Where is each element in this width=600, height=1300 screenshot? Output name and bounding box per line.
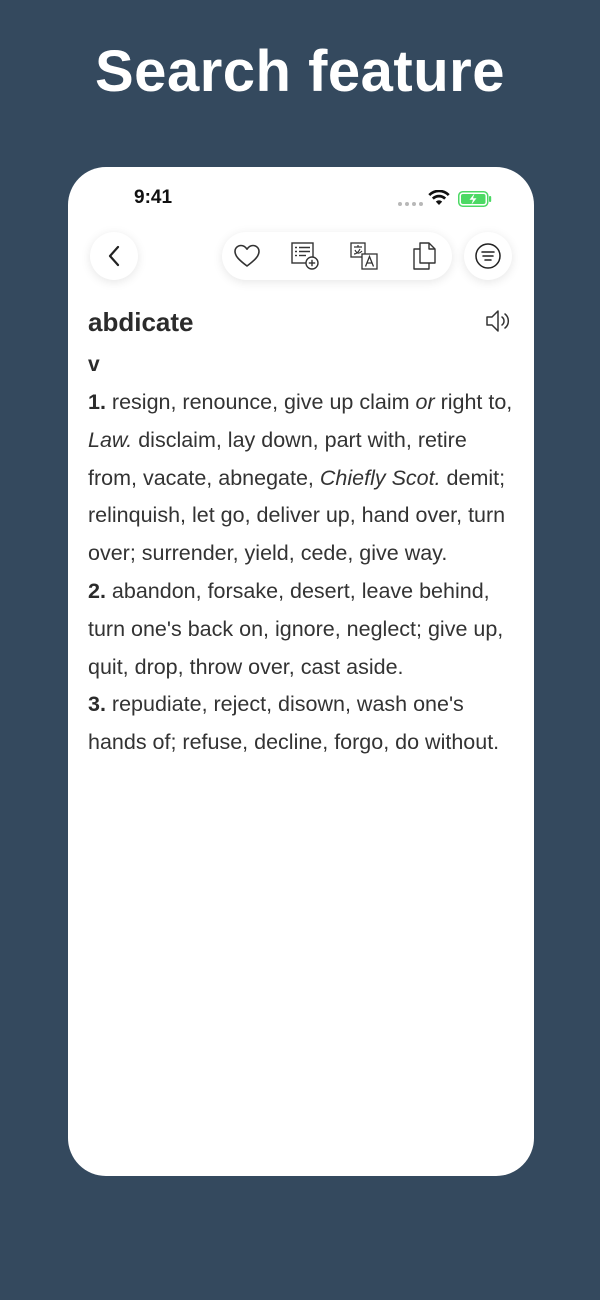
add-to-list-icon	[290, 241, 320, 271]
status-bar	[68, 167, 534, 227]
synonym-text: resign, renounce, give up claim	[111, 390, 416, 414]
wifi-icon	[428, 190, 450, 206]
definition-list	[88, 384, 518, 762]
synonym-text: demit; relinquish, let go, deliver up, hand over, turn over; surrender, yield, cede, give way.	[88, 465, 506, 566]
add-to-list-button[interactable]	[290, 241, 320, 271]
translate-button[interactable]	[349, 241, 379, 271]
speaker-icon	[484, 307, 512, 335]
entry-headword: abdicate	[88, 307, 194, 337]
status-time: 9:41	[134, 187, 173, 208]
promo-title: Search feature	[95, 39, 505, 104]
usage-label: or	[415, 390, 435, 414]
signal-dots-icon	[398, 202, 423, 206]
copy-button[interactable]	[410, 241, 440, 271]
sense-number: 2.	[88, 578, 106, 603]
synonym-text: disclaim, lay down, part with, retire from, vacate, abnegate,	[88, 427, 467, 490]
menu-button[interactable]	[464, 232, 512, 280]
menu-icon	[474, 242, 502, 270]
copy-icon	[410, 241, 440, 271]
definition-sense	[88, 384, 518, 573]
synonym-text: abandon, forsake, desert, leave behind, turn one's back on, ignore, neglect; give up, quit, drop, throw over, cast aside.	[88, 578, 504, 679]
battery-icon	[458, 191, 492, 207]
part-of-speech: v	[88, 353, 100, 376]
synonym-text: repudiate, reject, disown, wash one's hands of; refuse, decline, forgo, do without.	[88, 692, 500, 755]
translate-icon	[349, 241, 379, 271]
usage-label: Chiefly Scot.	[319, 465, 441, 490]
synonym-text: right to,	[434, 390, 513, 414]
sense-number: 1.	[88, 390, 106, 414]
entry-toolbar	[222, 232, 452, 280]
back-button[interactable]	[90, 232, 138, 280]
heart-icon	[233, 243, 261, 269]
definition-sense	[88, 686, 518, 762]
back-chevron-icon	[107, 245, 121, 267]
favorite-button[interactable]	[232, 241, 262, 271]
definition-sense	[88, 573, 518, 686]
usage-label: Law.	[88, 427, 133, 452]
sense-number: 3.	[88, 692, 106, 717]
phone-screen	[68, 167, 534, 1176]
pronounce-button[interactable]	[484, 307, 512, 335]
